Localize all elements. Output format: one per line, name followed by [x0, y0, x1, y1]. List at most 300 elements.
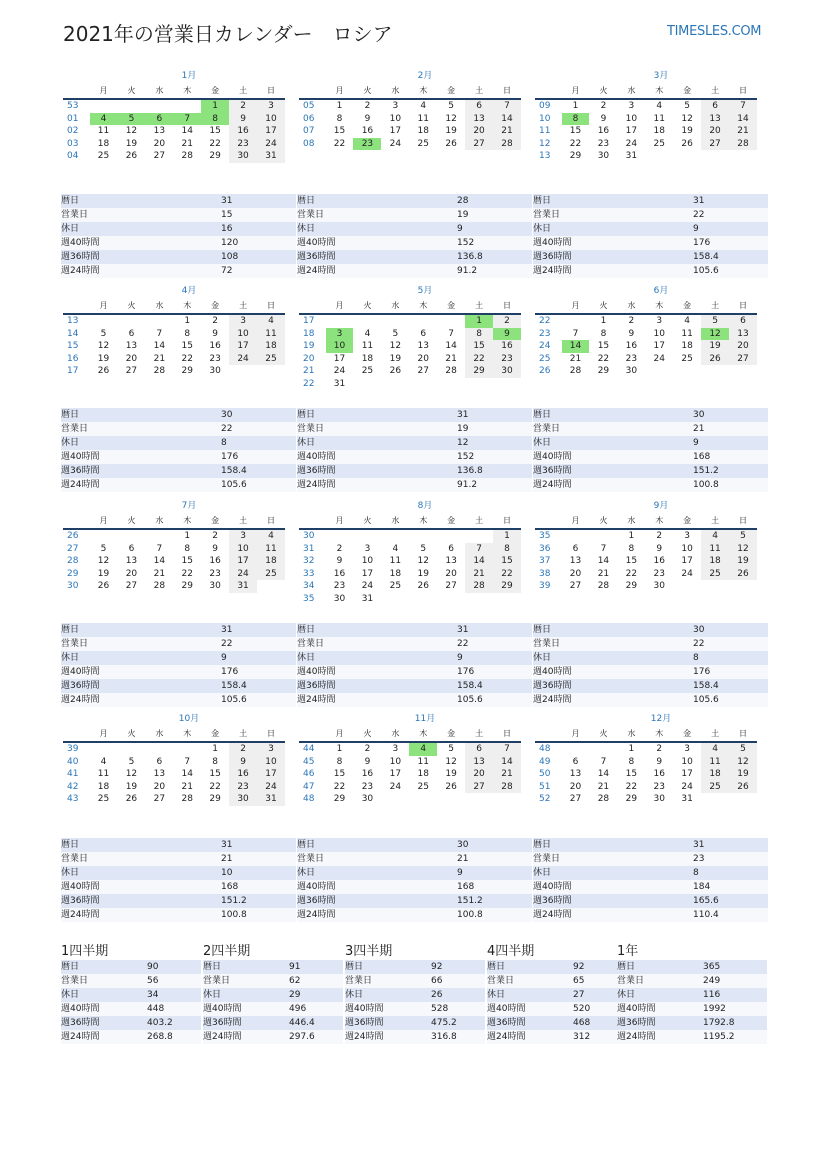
- day-cell[interactable]: 12: [701, 328, 729, 341]
- day-cell[interactable]: 28: [597, 581, 610, 592]
- day-cell[interactable]: 15: [493, 555, 521, 568]
- day-cell[interactable]: 15: [209, 769, 221, 780]
- day-cell[interactable]: 29: [333, 794, 346, 805]
- day-cell[interactable]: 11: [701, 756, 729, 769]
- day-cell[interactable]: 2: [229, 99, 257, 113]
- day-cell[interactable]: 3: [229, 529, 257, 543]
- day-cell[interactable]: 18: [701, 768, 729, 781]
- day-cell[interactable]: 26: [125, 794, 138, 805]
- day-cell[interactable]: 25: [257, 568, 285, 581]
- day-cell[interactable]: 13: [417, 341, 429, 352]
- day-cell[interactable]: 6: [572, 543, 579, 554]
- day-cell[interactable]: 3: [656, 316, 663, 327]
- day-cell[interactable]: 20: [701, 125, 729, 138]
- day-cell[interactable]: 28: [729, 138, 757, 151]
- day-cell[interactable]: 16: [361, 126, 374, 137]
- day-cell[interactable]: 12: [445, 756, 457, 767]
- day-cell[interactable]: 12: [681, 113, 693, 124]
- day-cell[interactable]: 3: [257, 742, 285, 756]
- day-cell[interactable]: 5: [117, 113, 145, 126]
- day-cell[interactable]: 28: [465, 580, 493, 593]
- day-cell[interactable]: 1: [600, 316, 607, 327]
- day-cell[interactable]: 30: [625, 366, 638, 377]
- day-cell[interactable]: 19: [125, 138, 138, 149]
- day-cell[interactable]: 10: [389, 756, 402, 767]
- day-cell[interactable]: 6: [701, 99, 729, 113]
- day-cell[interactable]: 13: [569, 556, 582, 567]
- day-cell[interactable]: 14: [181, 126, 193, 137]
- day-cell[interactable]: 7: [156, 543, 163, 554]
- day-cell[interactable]: 1: [572, 101, 579, 112]
- day-cell[interactable]: 28: [597, 794, 610, 805]
- day-cell[interactable]: 25: [97, 151, 110, 162]
- day-cell[interactable]: 27: [729, 353, 757, 366]
- day-cell[interactable]: 27: [701, 138, 729, 151]
- day-cell[interactable]: 27: [417, 366, 429, 377]
- day-cell[interactable]: 22: [333, 138, 346, 149]
- day-cell[interactable]: 21: [597, 781, 610, 792]
- day-cell[interactable]: 14: [493, 756, 521, 769]
- day-cell[interactable]: 24: [681, 568, 693, 579]
- day-cell[interactable]: 7: [448, 328, 455, 339]
- day-cell[interactable]: 23: [625, 353, 638, 364]
- day-cell[interactable]: 13: [153, 769, 166, 780]
- day-cell[interactable]: 17: [257, 768, 285, 781]
- day-cell[interactable]: 31: [333, 378, 346, 389]
- day-cell[interactable]: 16: [625, 341, 638, 352]
- day-cell[interactable]: 4: [90, 113, 118, 126]
- day-cell[interactable]: 24: [653, 353, 665, 364]
- day-cell[interactable]: 9: [364, 113, 371, 124]
- day-cell[interactable]: 27: [465, 781, 493, 794]
- day-cell[interactable]: 22: [209, 781, 221, 792]
- day-cell[interactable]: 12: [417, 556, 429, 567]
- day-cell[interactable]: 20: [445, 568, 457, 579]
- day-cell[interactable]: 27: [153, 151, 166, 162]
- day-cell[interactable]: 13: [465, 756, 493, 769]
- day-cell[interactable]: 15: [465, 340, 493, 353]
- day-cell[interactable]: 11: [701, 543, 729, 556]
- day-cell[interactable]: 9: [600, 113, 607, 124]
- day-cell[interactable]: 6: [145, 113, 173, 126]
- day-cell[interactable]: 23: [493, 353, 521, 366]
- day-cell[interactable]: 2: [656, 744, 663, 755]
- day-cell[interactable]: 2: [364, 744, 371, 755]
- day-cell[interactable]: 6: [572, 756, 579, 767]
- day-cell[interactable]: 8: [465, 328, 493, 341]
- day-cell[interactable]: 3: [392, 101, 399, 112]
- day-cell[interactable]: 21: [729, 125, 757, 138]
- day-cell[interactable]: 1: [628, 744, 635, 755]
- day-cell[interactable]: 4: [257, 314, 285, 328]
- day-cell[interactable]: 30: [229, 793, 257, 806]
- day-cell[interactable]: 10: [229, 543, 257, 556]
- day-cell[interactable]: 15: [625, 556, 638, 567]
- day-cell[interactable]: 13: [445, 556, 457, 567]
- day-cell[interactable]: 29: [493, 580, 521, 593]
- day-cell[interactable]: 9: [229, 113, 257, 126]
- day-cell[interactable]: 12: [445, 113, 457, 124]
- day-cell[interactable]: 5: [448, 744, 455, 755]
- day-cell[interactable]: 10: [257, 113, 285, 126]
- day-cell[interactable]: 10: [681, 543, 693, 554]
- day-cell[interactable]: 17: [229, 340, 257, 353]
- day-cell[interactable]: 11: [653, 113, 665, 124]
- day-cell[interactable]: 30: [653, 794, 665, 805]
- day-cell[interactable]: 16: [209, 556, 221, 567]
- day-cell[interactable]: 21: [569, 353, 582, 364]
- day-cell[interactable]: 7: [572, 328, 579, 339]
- day-cell[interactable]: 14: [465, 555, 493, 568]
- day-cell[interactable]: 11: [97, 769, 110, 780]
- day-cell[interactable]: 9: [493, 328, 521, 341]
- day-cell[interactable]: 15: [333, 126, 346, 137]
- day-cell[interactable]: 13: [701, 113, 729, 126]
- day-cell[interactable]: 23: [333, 581, 346, 592]
- day-cell[interactable]: 25: [701, 781, 729, 794]
- day-cell[interactable]: 31: [229, 580, 257, 593]
- day-cell[interactable]: 17: [333, 353, 346, 364]
- day-cell[interactable]: 3: [257, 99, 285, 113]
- day-cell[interactable]: 8: [212, 756, 219, 767]
- day-cell[interactable]: 13: [569, 769, 582, 780]
- day-cell[interactable]: 14: [153, 341, 166, 352]
- day-cell[interactable]: 10: [361, 556, 374, 567]
- day-cell[interactable]: 19: [729, 768, 757, 781]
- day-cell[interactable]: 7: [493, 742, 521, 756]
- day-cell[interactable]: 29: [597, 366, 610, 377]
- day-cell[interactable]: 28: [445, 366, 457, 377]
- day-cell[interactable]: 5: [100, 543, 107, 554]
- day-cell[interactable]: 3: [392, 744, 399, 755]
- day-cell[interactable]: 18: [257, 340, 285, 353]
- day-cell[interactable]: 23: [597, 138, 610, 149]
- day-cell[interactable]: 22: [493, 568, 521, 581]
- day-cell[interactable]: 2: [600, 101, 607, 112]
- day-cell[interactable]: 27: [465, 138, 493, 151]
- day-cell[interactable]: 17: [389, 126, 402, 137]
- day-cell[interactable]: 23: [229, 138, 257, 151]
- day-cell[interactable]: 11: [417, 113, 429, 124]
- day-cell[interactable]: 20: [569, 781, 582, 792]
- day-cell[interactable]: 28: [181, 794, 193, 805]
- day-cell[interactable]: 7: [729, 99, 757, 113]
- day-cell[interactable]: 13: [729, 328, 757, 341]
- day-cell[interactable]: 2: [493, 314, 521, 328]
- day-cell[interactable]: 9: [212, 328, 219, 339]
- day-cell[interactable]: 8: [201, 113, 229, 126]
- day-cell[interactable]: 15: [625, 769, 638, 780]
- day-cell[interactable]: 5: [128, 756, 135, 767]
- day-cell[interactable]: 6: [465, 99, 493, 113]
- day-cell[interactable]: 7: [493, 99, 521, 113]
- day-cell[interactable]: 21: [445, 353, 457, 364]
- day-cell[interactable]: 26: [389, 366, 402, 377]
- day-cell[interactable]: 1: [493, 529, 521, 543]
- day-cell[interactable]: 21: [153, 568, 166, 579]
- day-cell[interactable]: 5: [100, 328, 107, 339]
- day-cell[interactable]: 28: [493, 781, 521, 794]
- day-cell[interactable]: 18: [653, 126, 665, 137]
- day-cell[interactable]: 30: [229, 150, 257, 163]
- day-cell[interactable]: 10: [625, 113, 638, 124]
- day-cell[interactable]: 9: [656, 756, 663, 767]
- day-cell[interactable]: 13: [465, 113, 493, 126]
- day-cell[interactable]: 18: [257, 555, 285, 568]
- day-cell[interactable]: 19: [729, 555, 757, 568]
- day-cell[interactable]: 24: [229, 353, 257, 366]
- day-cell[interactable]: 11: [257, 543, 285, 556]
- day-cell[interactable]: 11: [389, 556, 402, 567]
- day-cell[interactable]: 15: [209, 126, 221, 137]
- day-cell[interactable]: 16: [597, 126, 610, 137]
- day-cell[interactable]: 23: [653, 781, 665, 792]
- day-cell[interactable]: 11: [417, 756, 429, 767]
- day-cell[interactable]: 29: [181, 366, 193, 377]
- day-cell[interactable]: 15: [181, 556, 193, 567]
- day-cell[interactable]: 5: [448, 101, 455, 112]
- day-cell[interactable]: 14: [181, 769, 193, 780]
- day-cell[interactable]: 2: [229, 742, 257, 756]
- day-cell[interactable]: 19: [681, 126, 693, 137]
- day-cell[interactable]: 22: [625, 568, 638, 579]
- day-cell[interactable]: 1: [184, 531, 191, 542]
- day-cell[interactable]: 5: [729, 529, 757, 543]
- day-cell[interactable]: 20: [417, 353, 429, 364]
- day-cell[interactable]: 4: [392, 543, 399, 554]
- day-cell[interactable]: 6: [448, 543, 455, 554]
- day-cell[interactable]: 31: [625, 151, 638, 162]
- day-cell[interactable]: 16: [209, 341, 221, 352]
- day-cell[interactable]: 13: [125, 341, 138, 352]
- day-cell[interactable]: 25: [257, 353, 285, 366]
- day-cell[interactable]: 24: [257, 138, 285, 151]
- day-cell[interactable]: 9: [336, 556, 343, 567]
- day-cell[interactable]: 25: [417, 781, 429, 792]
- day-cell[interactable]: 12: [389, 341, 402, 352]
- day-cell[interactable]: 7: [156, 328, 163, 339]
- day-cell[interactable]: 26: [445, 138, 457, 149]
- day-cell[interactable]: 5: [420, 543, 427, 554]
- day-cell[interactable]: 14: [493, 113, 521, 126]
- day-cell[interactable]: 26: [681, 138, 693, 149]
- day-cell[interactable]: 29: [625, 794, 638, 805]
- day-cell[interactable]: 30: [209, 581, 221, 592]
- day-cell[interactable]: 10: [326, 340, 354, 353]
- day-cell[interactable]: 21: [597, 568, 610, 579]
- day-cell[interactable]: 25: [361, 366, 374, 377]
- day-cell[interactable]: 30: [333, 593, 346, 604]
- day-cell[interactable]: 14: [597, 769, 610, 780]
- day-cell[interactable]: 10: [257, 756, 285, 769]
- day-cell[interactable]: 8: [493, 543, 521, 556]
- day-cell[interactable]: 5: [701, 314, 729, 328]
- day-cell[interactable]: 4: [656, 101, 663, 112]
- day-cell[interactable]: 24: [389, 781, 402, 792]
- day-cell[interactable]: 17: [653, 341, 665, 352]
- day-cell[interactable]: 10: [653, 328, 665, 339]
- day-cell[interactable]: 10: [681, 756, 693, 767]
- day-cell[interactable]: 12: [97, 556, 110, 567]
- day-cell[interactable]: 23: [209, 353, 221, 364]
- day-cell[interactable]: 10: [229, 328, 257, 341]
- day-cell[interactable]: 3: [364, 543, 371, 554]
- day-cell[interactable]: 7: [600, 543, 607, 554]
- day-cell[interactable]: 27: [153, 794, 166, 805]
- day-cell[interactable]: 8: [336, 756, 343, 767]
- day-cell[interactable]: 12: [125, 769, 138, 780]
- day-cell[interactable]: 1: [184, 316, 191, 327]
- day-cell[interactable]: 4: [100, 756, 107, 767]
- day-cell[interactable]: 7: [173, 113, 201, 126]
- day-cell[interactable]: 22: [181, 353, 193, 364]
- day-cell[interactable]: 16: [653, 556, 665, 567]
- day-cell[interactable]: 5: [729, 742, 757, 756]
- day-cell[interactable]: 2: [336, 543, 343, 554]
- day-cell[interactable]: 20: [153, 781, 166, 792]
- day-cell[interactable]: 21: [153, 353, 166, 364]
- day-cell[interactable]: 22: [625, 781, 638, 792]
- day-cell[interactable]: 18: [389, 568, 402, 579]
- day-cell[interactable]: 13: [125, 556, 138, 567]
- day-cell[interactable]: 30: [493, 365, 521, 378]
- day-cell[interactable]: 6: [128, 543, 135, 554]
- day-cell[interactable]: 22: [465, 353, 493, 366]
- day-cell[interactable]: 19: [445, 126, 457, 137]
- day-cell[interactable]: 25: [653, 138, 665, 149]
- day-cell[interactable]: 24: [257, 781, 285, 794]
- day-cell[interactable]: 18: [417, 769, 429, 780]
- day-cell[interactable]: 30: [209, 366, 221, 377]
- day-cell[interactable]: 25: [389, 581, 402, 592]
- day-cell[interactable]: 15: [333, 769, 346, 780]
- day-cell[interactable]: 29: [209, 151, 221, 162]
- day-cell[interactable]: 20: [465, 125, 493, 138]
- day-cell[interactable]: 1: [336, 101, 343, 112]
- day-cell[interactable]: 29: [181, 581, 193, 592]
- day-cell[interactable]: 24: [389, 138, 402, 149]
- day-cell[interactable]: 29: [465, 365, 493, 378]
- day-cell[interactable]: 27: [569, 581, 582, 592]
- day-cell[interactable]: 18: [97, 781, 110, 792]
- day-cell[interactable]: 30: [361, 794, 374, 805]
- day-cell[interactable]: 6: [729, 314, 757, 328]
- day-cell[interactable]: 4: [409, 742, 437, 756]
- day-cell[interactable]: 16: [333, 568, 346, 579]
- day-cell[interactable]: 26: [125, 151, 138, 162]
- day-cell[interactable]: 23: [353, 138, 381, 151]
- day-cell[interactable]: 29: [209, 794, 221, 805]
- day-cell[interactable]: 26: [729, 568, 757, 581]
- day-cell[interactable]: 9: [628, 328, 635, 339]
- day-cell[interactable]: 27: [125, 581, 138, 592]
- day-cell[interactable]: 24: [229, 568, 257, 581]
- day-cell[interactable]: 17: [625, 126, 638, 137]
- day-cell[interactable]: 19: [125, 781, 138, 792]
- day-cell[interactable]: 24: [361, 581, 374, 592]
- day-cell[interactable]: 19: [97, 353, 110, 364]
- brand-logo[interactable]: TIMESLES.COM: [667, 24, 762, 39]
- day-cell[interactable]: 8: [184, 543, 191, 554]
- day-cell[interactable]: 25: [417, 138, 429, 149]
- day-cell[interactable]: 27: [569, 794, 582, 805]
- day-cell[interactable]: 23: [361, 781, 374, 792]
- day-cell[interactable]: 25: [97, 794, 110, 805]
- day-cell[interactable]: 18: [701, 555, 729, 568]
- day-cell[interactable]: 16: [229, 125, 257, 138]
- day-cell[interactable]: 11: [257, 328, 285, 341]
- day-cell[interactable]: 12: [97, 341, 110, 352]
- day-cell[interactable]: 1: [201, 99, 229, 113]
- day-cell[interactable]: 26: [729, 781, 757, 794]
- day-cell[interactable]: 20: [465, 768, 493, 781]
- day-cell[interactable]: 26: [445, 781, 457, 792]
- day-cell[interactable]: 11: [361, 341, 374, 352]
- day-cell[interactable]: 22: [209, 138, 221, 149]
- day-cell[interactable]: 26: [701, 353, 729, 366]
- day-cell[interactable]: 31: [257, 150, 285, 163]
- day-cell[interactable]: 13: [153, 126, 166, 137]
- day-cell[interactable]: 8: [600, 328, 607, 339]
- day-cell[interactable]: 2: [212, 316, 219, 327]
- day-cell[interactable]: 10: [389, 113, 402, 124]
- day-cell[interactable]: 22: [181, 568, 193, 579]
- day-cell[interactable]: 26: [97, 366, 110, 377]
- day-cell[interactable]: 1: [212, 744, 219, 755]
- day-cell[interactable]: 9: [229, 756, 257, 769]
- day-cell[interactable]: 20: [729, 340, 757, 353]
- day-cell[interactable]: 4: [701, 529, 729, 543]
- day-cell[interactable]: 21: [181, 138, 193, 149]
- day-cell[interactable]: 29: [569, 151, 582, 162]
- day-cell[interactable]: 4: [684, 316, 691, 327]
- day-cell[interactable]: 14: [562, 340, 590, 353]
- day-cell[interactable]: 23: [229, 781, 257, 794]
- day-cell[interactable]: 30: [597, 151, 610, 162]
- day-cell[interactable]: 19: [445, 769, 457, 780]
- day-cell[interactable]: 18: [97, 138, 110, 149]
- day-cell[interactable]: 3: [684, 531, 691, 542]
- day-cell[interactable]: 15: [181, 341, 193, 352]
- day-cell[interactable]: 6: [156, 756, 163, 767]
- day-cell[interactable]: 8: [562, 113, 590, 126]
- day-cell[interactable]: 4: [364, 328, 371, 339]
- day-cell[interactable]: 7: [600, 756, 607, 767]
- day-cell[interactable]: 28: [493, 138, 521, 151]
- day-cell[interactable]: 15: [597, 341, 610, 352]
- day-cell[interactable]: 8: [628, 543, 635, 554]
- day-cell[interactable]: 14: [153, 556, 166, 567]
- day-cell[interactable]: 21: [493, 768, 521, 781]
- day-cell[interactable]: 16: [653, 769, 665, 780]
- day-cell[interactable]: 7: [184, 756, 191, 767]
- day-cell[interactable]: 8: [628, 756, 635, 767]
- day-cell[interactable]: 25: [681, 353, 693, 364]
- day-cell[interactable]: 14: [729, 113, 757, 126]
- day-cell[interactable]: 27: [125, 366, 138, 377]
- day-cell[interactable]: 4: [701, 742, 729, 756]
- day-cell[interactable]: 17: [681, 769, 693, 780]
- day-cell[interactable]: 31: [681, 794, 693, 805]
- day-cell[interactable]: 7: [465, 543, 493, 556]
- day-cell[interactable]: 24: [681, 781, 693, 792]
- day-cell[interactable]: 24: [333, 366, 346, 377]
- day-cell[interactable]: 1: [336, 744, 343, 755]
- day-cell[interactable]: 17: [681, 556, 693, 567]
- day-cell[interactable]: 30: [653, 581, 665, 592]
- day-cell[interactable]: 20: [153, 138, 166, 149]
- day-cell[interactable]: 9: [212, 543, 219, 554]
